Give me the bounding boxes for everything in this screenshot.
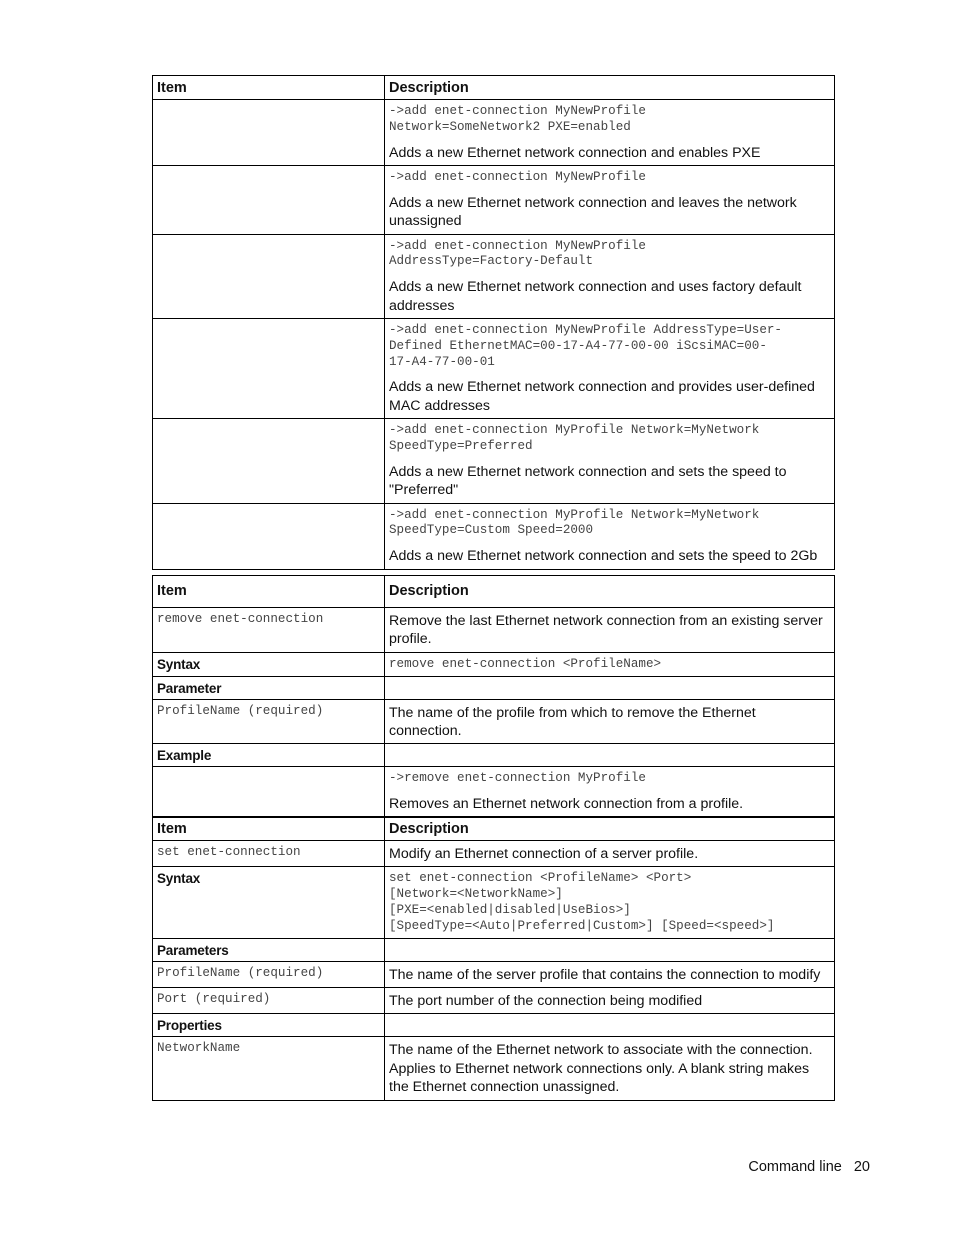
description-cell — [385, 100, 835, 166]
table-row — [153, 938, 835, 961]
example-command: ->add enet-connection MyNewProfile Network=SomeNetwork2 PXE=enabled — [389, 104, 646, 134]
example-command: ->add enet-connection MyProfile Network=MyNetwork SpeedType=Preferred — [389, 423, 760, 454]
empty-cell — [153, 767, 385, 817]
example-description: Adds a new Ethernet network connection and provides user-defined MAC addresses — [389, 379, 815, 414]
example-command: ->add enet-connection MyNewProfile — [389, 170, 646, 184]
column-header-item: Item — [153, 817, 385, 841]
page-number: 20 — [853, 1159, 870, 1175]
property-name: NetworkName — [153, 1037, 385, 1100]
table-row — [153, 988, 835, 1014]
empty-cell — [385, 1014, 835, 1037]
parameter-name: ProfileName (required) — [153, 699, 385, 744]
example-command: ->remove enet-connection MyProfile — [389, 771, 646, 786]
table-row — [153, 503, 835, 569]
example-command: ->add enet-connection MyNewProfile AddressType=User- Defined EthernetMAC=00-17-A4-77-00-00 iScsiMAC=00- 17-A4-77-00-01 — [389, 323, 782, 369]
example-description: Adds a new Ethernet network connection and sets the speed to 2Gb — [389, 548, 818, 565]
command-table-remove-enet-connection — [152, 575, 835, 818]
example-command: ->add enet-connection MyNewProfile AddressType=Factory-Default — [389, 238, 646, 269]
table-row — [153, 699, 835, 744]
description-cell — [385, 166, 835, 235]
table-row — [153, 234, 835, 318]
item-cell — [153, 503, 385, 569]
example-description: Adds a new Ethernet network connection and sets the speed to "Preferred" — [389, 463, 787, 499]
empty-cell — [385, 938, 835, 961]
table-row — [153, 676, 835, 699]
syntax-label: Syntax — [153, 867, 385, 938]
syntax-value: set enet-connection <ProfileName> <Port> [Network=<NetworkName>] [PXE=<enabled|disabled|UseBios>] [SpeedType=<Auto|Preferred|Custom>] [Speed=<speed>] — [385, 867, 835, 938]
examples-table-add-enet-connection — [152, 75, 835, 570]
page-footer — [736, 1159, 870, 1175]
table-row — [153, 961, 835, 987]
table-row — [153, 166, 835, 235]
table-row — [153, 767, 835, 817]
example-description: Adds a new Ethernet network connection and uses factory default addresses — [389, 279, 802, 314]
parameter-label: Parameter — [153, 676, 385, 699]
properties-label: Properties — [153, 1014, 385, 1037]
example-description: Removes an Ethernet network connection from a profile. — [389, 796, 744, 813]
table-row — [153, 419, 835, 503]
table-row — [153, 867, 835, 938]
example-description: Adds a new Ethernet network connection and enables PXE — [389, 144, 761, 161]
description-cell — [385, 319, 835, 419]
table-row — [153, 1014, 835, 1037]
parameter-name: Port (required) — [153, 988, 385, 1014]
example-label: Example — [153, 744, 385, 767]
syntax-label: Syntax — [153, 652, 385, 676]
table-row — [153, 100, 835, 166]
item-cell — [153, 100, 385, 166]
description-cell — [385, 767, 835, 817]
empty-cell — [385, 676, 835, 699]
table-row — [153, 652, 835, 676]
column-header-description: Description — [385, 817, 835, 841]
column-header-description: Description — [385, 576, 835, 608]
column-header-item: Item — [153, 576, 385, 608]
table-row — [153, 1037, 835, 1100]
syntax-value: remove enet-connection <ProfileName> — [385, 652, 835, 676]
table-row — [153, 319, 835, 419]
command-name: set enet-connection — [153, 841, 385, 867]
footer-section-title: Command line — [748, 1159, 842, 1175]
description-cell — [385, 503, 835, 569]
description-cell — [385, 419, 835, 503]
table-header-row — [153, 76, 835, 100]
example-command: ->add enet-connection MyProfile Network=MyNetwork SpeedType=Custom Speed=2000 — [389, 507, 760, 538]
table-row — [153, 744, 835, 767]
command-description: Remove the last Ethernet network connection from an existing server profile. — [385, 608, 835, 653]
parameter-name: ProfileName (required) — [153, 961, 385, 987]
command-description: Modify an Ethernet connection of a server profile. — [385, 841, 835, 867]
table-header-row — [153, 576, 835, 608]
parameter-description: The name of the server profile that contains the connection to modify — [385, 961, 835, 987]
parameters-label: Parameters — [153, 938, 385, 961]
table-header-row — [153, 817, 835, 841]
example-description: Adds a new Ethernet network connection and leaves the network unassigned — [389, 194, 797, 230]
property-description: The name of the Ethernet network to associate with the connection. Applies to Ethernet network connections only. A blank string makes the Ethernet connection unassigned. — [385, 1037, 835, 1100]
parameter-description: The port number of the connection being modified — [385, 988, 835, 1014]
command-table-set-enet-connection — [152, 816, 835, 1101]
item-cell — [153, 234, 385, 318]
command-name: remove enet-connection — [153, 608, 385, 653]
empty-cell — [385, 744, 835, 767]
item-cell — [153, 319, 385, 419]
column-header-description: Description — [385, 76, 835, 100]
table-row — [153, 841, 835, 867]
item-cell — [153, 166, 385, 235]
column-header-item: Item — [153, 76, 385, 100]
item-cell — [153, 419, 385, 503]
table-row — [153, 608, 835, 653]
parameter-description: The name of the profile from which to remove the Ethernet connection. — [385, 699, 835, 744]
description-cell — [385, 234, 835, 318]
